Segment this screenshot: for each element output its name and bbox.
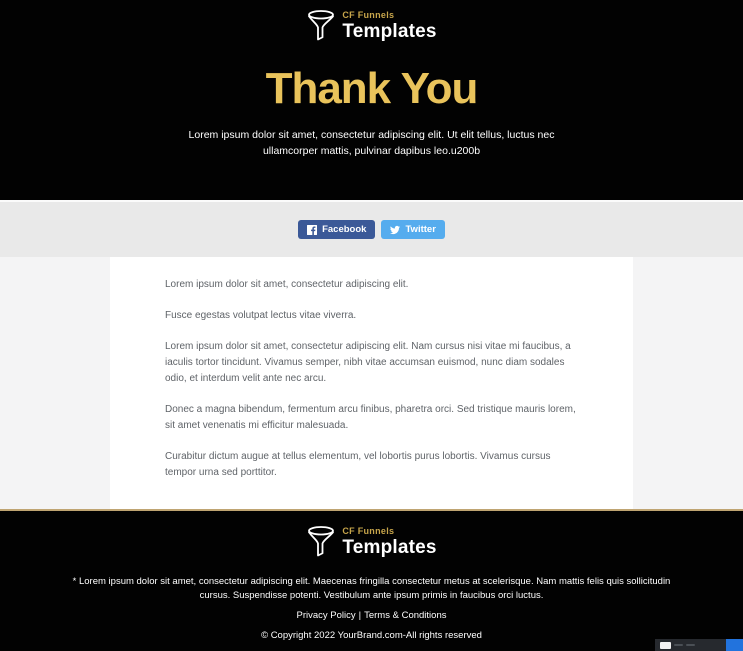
twitter-bird-icon (390, 225, 400, 235)
facebook-f-icon (307, 225, 317, 235)
body-paragraph: Donec a magna bibendum, fermentum arcu finibus, pharetra orci. Sed tristique mauris lorem, sit amet venenatis mi efficitur malesuada. (165, 404, 576, 431)
brand-name-bottom: Templates (342, 537, 437, 558)
terms-conditions-link[interactable]: Terms & Conditions (364, 610, 447, 621)
widget-action-button[interactable] (726, 639, 743, 651)
funnel-icon (306, 9, 336, 43)
twitter-share-button[interactable] (381, 220, 444, 239)
copyright-text: © Copyright 2022 YourBrand.com-All rights reserved (261, 630, 482, 641)
minimized-overlay-widget[interactable] (655, 639, 743, 651)
funnel-icon (306, 525, 336, 559)
body-paragraph: Lorem ipsum dolor sit amet, consectetur adipiscing elit. (165, 279, 409, 290)
brand-name-top: CF Funnels (342, 10, 395, 20)
hero-section (0, 0, 743, 200)
widget-decoration (674, 644, 683, 646)
twitter-share-label: Twitter (405, 224, 436, 235)
page-title: Thank You (265, 64, 478, 113)
footer-disclaimer: * Lorem ipsum dolor sit amet, consectetur adipiscing elit. Maecenas fringilla consectetur metus at scelerisque. Nam mattis felis quis sollicitudin cursus. Suspendisse potenti. Vestibulum ante ipsum primis in faucibus orci luctus. (72, 576, 671, 601)
content-card (110, 257, 633, 509)
footer-section (0, 509, 743, 651)
body-paragraph: Fusce egestas volutpat lectus vitae viverra. (165, 310, 357, 321)
hero-subtitle: Lorem ipsum dolor sit amet, consectetur adipiscing elit. Ut elit tellus, luctus nec ullamcorper mattis, pulvinar dapibus leo.u200b (188, 129, 555, 157)
legal-separator: | (358, 610, 362, 621)
legal-links (0, 610, 743, 621)
brand-name-top: CF Funnels (342, 526, 395, 536)
brand-logo (306, 9, 436, 43)
content-area (0, 257, 743, 509)
facebook-share-label: Facebook (322, 224, 367, 235)
footer-brand-logo (306, 525, 436, 559)
mini-window-icon (660, 642, 671, 649)
body-paragraph: Curabitur dictum augue at tellus elementum, vel lobortis purus lobortis. Vivamus cursus tempor urna sed porttitor. (165, 451, 551, 478)
share-bar (0, 200, 743, 257)
body-paragraph: Lorem ipsum dolor sit amet, consectetur adipiscing elit. Nam cursus nisi vitae mi faucibus, a iaculis tortor tincidunt. Vivamus semper, nibh vitae accumsan euismod, nunc diam sodales odio, et interdum velit ante nec arcu. (165, 341, 571, 384)
brand-name-bottom: Templates (342, 21, 437, 42)
facebook-share-button[interactable] (298, 220, 375, 239)
widget-decoration (686, 644, 695, 646)
privacy-policy-link[interactable]: Privacy Policy (296, 610, 356, 621)
